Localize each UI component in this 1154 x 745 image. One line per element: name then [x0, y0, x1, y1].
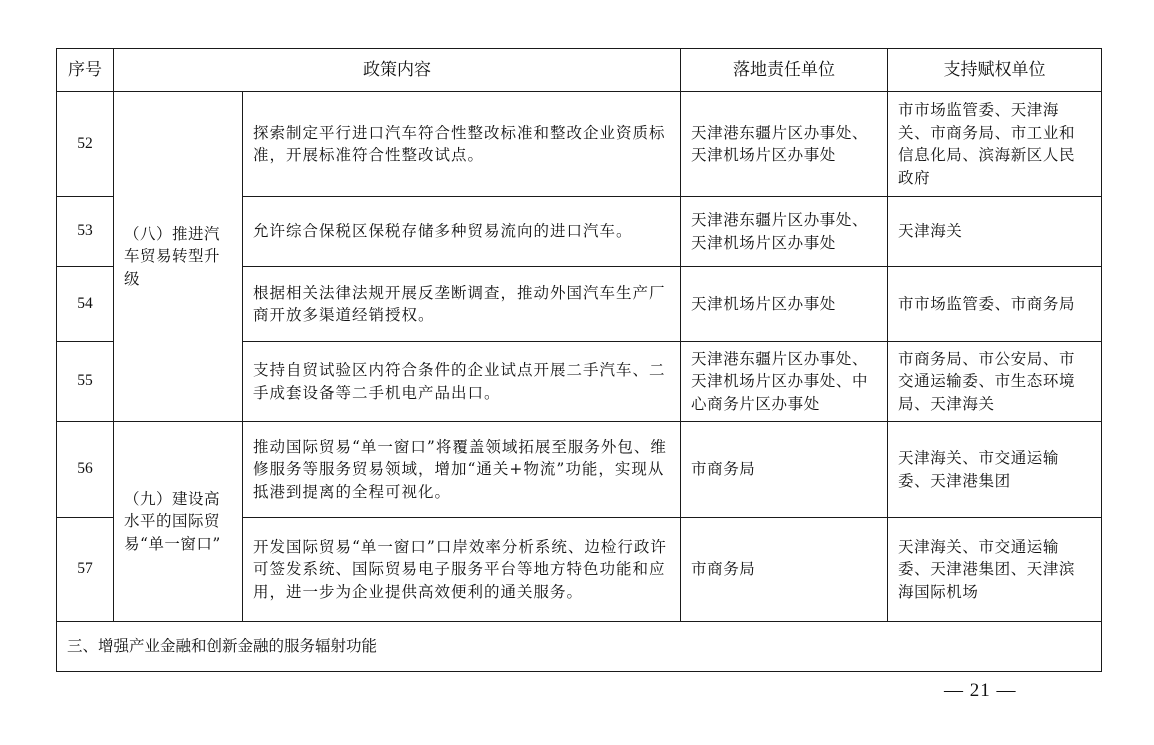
row-number: 52: [57, 92, 114, 197]
row-number: 53: [57, 197, 114, 267]
header-row: [57, 49, 1102, 92]
responsible-unit: 市商务局: [681, 422, 888, 518]
row-number: 54: [57, 267, 114, 342]
page-number: — 21 —: [944, 680, 1017, 701]
category-cell: （八）推进汽车贸易转型升级: [114, 92, 243, 422]
policy-table: [56, 48, 1102, 672]
responsible-unit: 市商务局: [681, 518, 888, 622]
header-seq: 序号: [57, 49, 114, 92]
row-number: 56: [57, 422, 114, 518]
responsible-unit: 天津港东疆片区办事处、天津机场片区办事处: [681, 92, 888, 197]
header-responsible: 落地责任单位: [681, 49, 888, 92]
support-unit: 市市场监管委、天津海关、市商务局、市工业和信息化局、滨海新区人民政府: [888, 92, 1102, 197]
support-unit: 市商务局、市公安局、市交通运输委、市生态环境局、天津海关: [888, 342, 1102, 422]
support-unit: 天津海关、市交通运输委、天津港集团: [888, 422, 1102, 518]
table-row: [57, 422, 1102, 518]
support-unit: 天津海关、市交通运输委、天津港集团、天津滨海国际机场: [888, 518, 1102, 622]
responsible-unit: 天津机场片区办事处: [681, 267, 888, 342]
policy-content: 允许综合保税区保税存储多种贸易流向的进口汽车。: [243, 197, 681, 267]
responsible-unit: 天津港东疆片区办事处、天津机场片区办事处: [681, 197, 888, 267]
header-content: 政策内容: [114, 49, 681, 92]
support-unit: 市市场监管委、市商务局: [888, 267, 1102, 342]
table-row: [57, 92, 1102, 197]
row-number: 55: [57, 342, 114, 422]
policy-content: 开发国际贸易“单一窗口”口岸效率分析系统、边检行政许可签发系统、国际贸易电子服务平台等地方特色功能和应用，进一步为企业提供高效便利的通关服务。: [243, 518, 681, 622]
policy-content: 支持自贸试验区内符合条件的企业试点开展二手汽车、二手成套设备等二手机电产品出口。: [243, 342, 681, 422]
policy-content: 推动国际贸易“单一窗口”将覆盖领域拓展至服务外包、维修服务等服务贸易领域，增加“通关+物流”功能，实现从抵港到提离的全程可视化。: [243, 422, 681, 518]
category-cell: （九）建设高水平的国际贸易“单一窗口”: [114, 422, 243, 622]
policy-content: 探索制定平行进口汽车符合性整改标准和整改企业资质标准，开展标准符合性整改试点。: [243, 92, 681, 197]
header-support: 支持赋权单位: [888, 49, 1102, 92]
responsible-unit: 天津港东疆片区办事处、天津机场片区办事处、中心商务片区办事处: [681, 342, 888, 422]
section-heading: 三、增强产业金融和创新金融的服务辐射功能: [57, 622, 1102, 672]
row-number: 57: [57, 518, 114, 622]
policy-content: 根据相关法律法规开展反垄断调查，推动外国汽车生产厂商开放多渠道经销授权。: [243, 267, 681, 342]
support-unit: 天津海关: [888, 197, 1102, 267]
section-row: [57, 622, 1102, 672]
